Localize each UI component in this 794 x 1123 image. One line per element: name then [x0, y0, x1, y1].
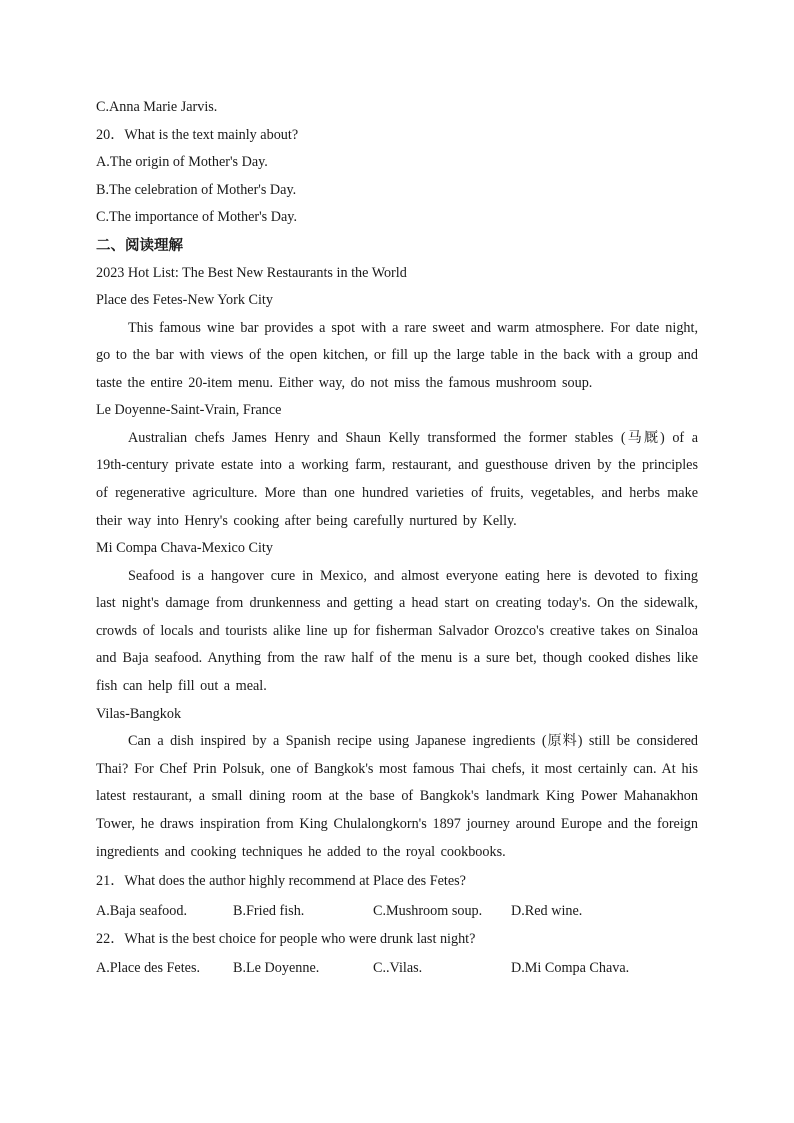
question-20-option-c: C.The importance of Mother's Day.	[96, 209, 297, 225]
question-20-stem: 20．What is the text mainly about?	[96, 126, 299, 143]
question-22-option-a: A.Place des Fetes.	[96, 960, 201, 977]
question-21-options	[96, 896, 698, 926]
question-21-option-a: A.Baja seafood.	[96, 902, 188, 919]
question-22-option-b: B.Le Doyenne.	[233, 960, 320, 977]
question-21-option-d: D.Red wine.	[511, 902, 583, 919]
question-22-options	[96, 953, 698, 983]
section-title: 二、阅读理解	[96, 237, 183, 254]
question-20-option-a: A.The origin of Mother's Day.	[96, 154, 268, 170]
restaurant-name-vilas: Vilas-Bangkok	[96, 705, 182, 722]
restaurant-text-mi-compa-chava: Seafood is a hangover cure in Mexico, and almost everyone eating here is devoted to fixing last night's damage from drunkenness and getting a head start on creating today's. On the sidewalk, crowds of locals and tourists alike line up for fisherman Salvador Orozco's creative takes on Sinaloa and Baja seafood. Anything from the raw half of the menu is a sure bet, though cooked dishes like fish can help fill out a meal.	[96, 567, 698, 695]
document-page	[96, 94, 698, 983]
restaurant-text-vilas: Can a dish inspired by a Spanish recipe using Japanese ingredients (原料) still be considered Thai? For Chef Prin Polsuk, one of Bangkok's most famous Thai chefs, it most certainly can. At his latest restaurant, a small dining room at the base of Bangkok's landmark King Power Mahanakhon Tower, he draws inspiration from King Chulalongkorn's 1897 journey around Europe and the foreign ingredients and cooking techniques he added to the royal cookbooks.	[96, 733, 698, 860]
question-20-option-b: B.The celebration of Mother's Day.	[96, 181, 297, 198]
restaurant-name-place-des-fetes: Place des Fetes-New York City	[96, 292, 273, 308]
question-21-option-b: B.Fried fish.	[233, 902, 305, 919]
question-22-option-c: C..Vilas.	[373, 960, 423, 977]
question-21-option-c: C.Mushroom soup.	[373, 902, 483, 919]
prev-question-option-c: C.Anna Marie Jarvis.	[96, 99, 218, 115]
restaurant-text-le-doyenne: Australian chefs James Henry and Shaun Kelly transformed the former stables (马厩) of a 19th-century private estate into a working farm, restaurant, and guesthouse driven by the principles of regenerative agriculture. More than one hundred varieties of fruits, vegetables, and herbs make their way into Henry's cooking after being carefully nurtured by Kelly.	[96, 429, 698, 529]
question-22-option-d: D.Mi Compa Chava.	[511, 960, 630, 977]
question-22-stem: 22．What is the best choice for people who were drunk last night?	[96, 930, 476, 947]
passage-title: 2023 Hot List: The Best New Restaurants in the World	[96, 264, 407, 281]
restaurant-text-place-des-fetes: This famous wine bar provides a spot with a rare sweet and warm atmosphere. For date night, go to the bar with views of the open kitchen, or fill up the large table in the back with a group and taste the entire 20-item menu. Either way, do not miss the famous mushroom soup.	[96, 319, 698, 391]
restaurant-name-mi-compa-chava: Mi Compa Chava-Mexico City	[96, 540, 273, 557]
restaurant-name-le-doyenne: Le Doyenne-Saint-Vrain, France	[96, 402, 282, 419]
question-21-stem: 21．What does the author highly recommend at Place des Fetes?	[96, 873, 466, 890]
